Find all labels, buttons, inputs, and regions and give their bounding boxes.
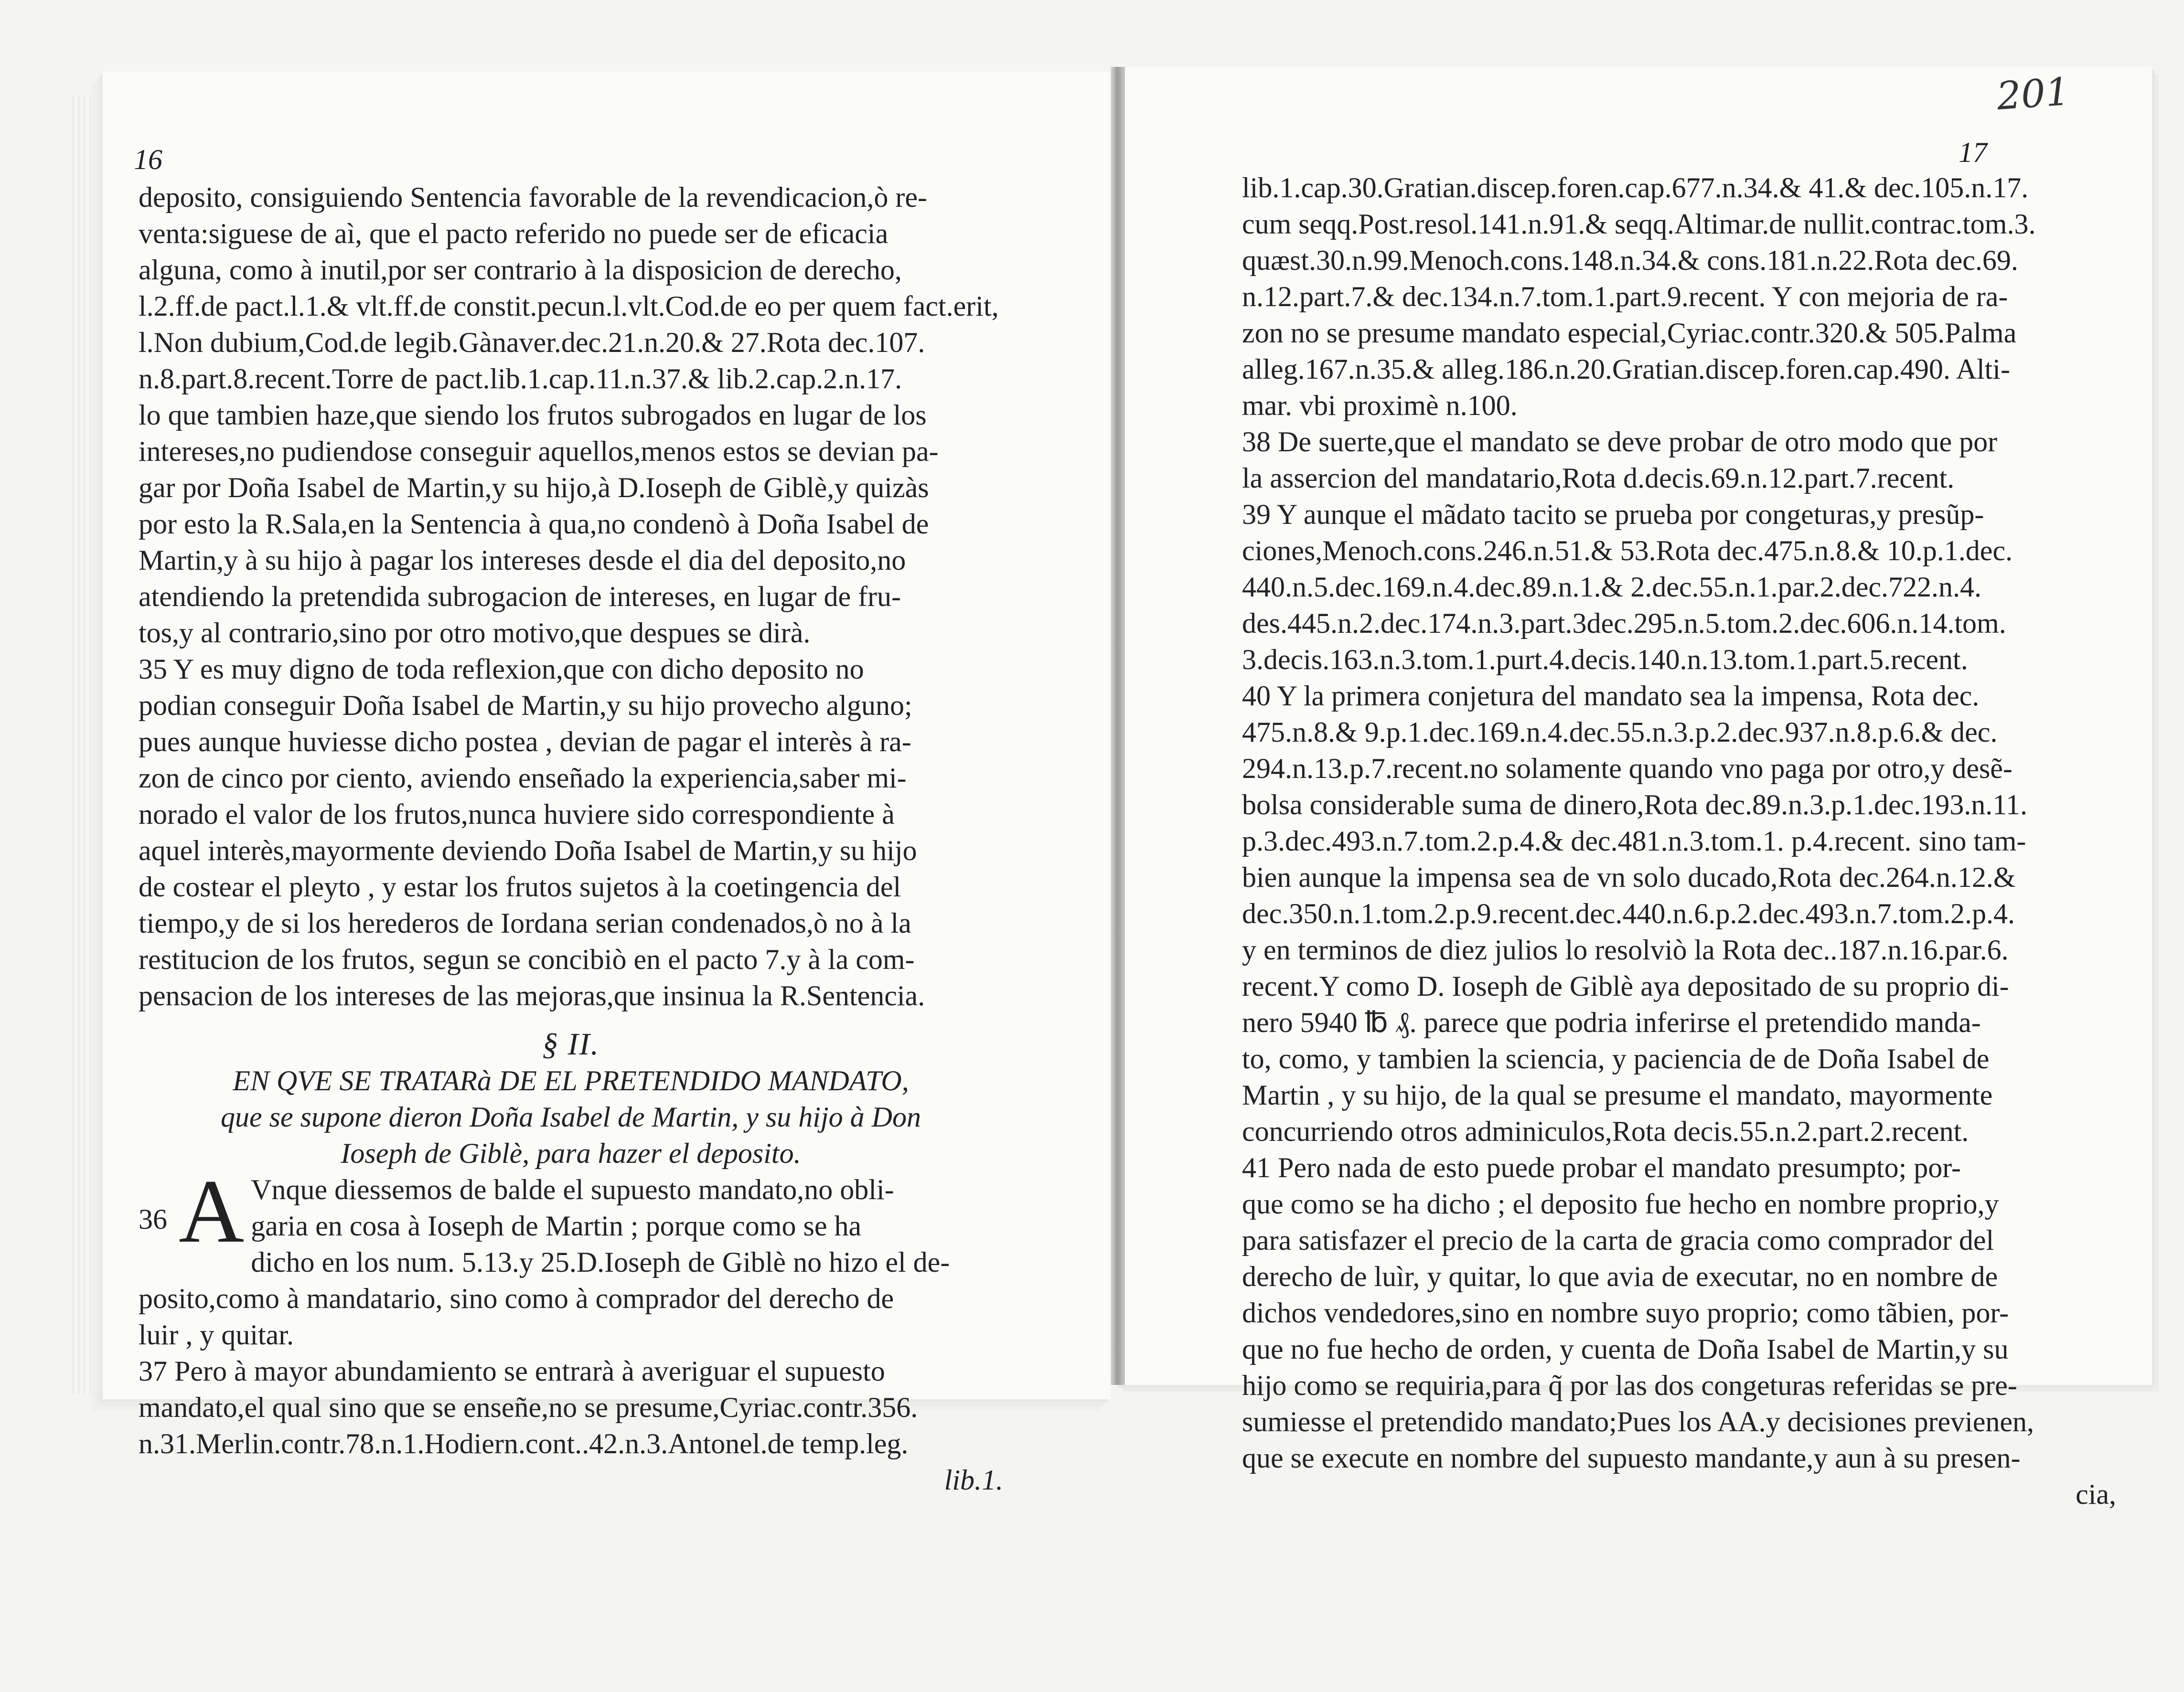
text-line: lib.1.cap.30.Gratian.discep.foren.cap.677.n.34.& 41.& dec.105.n.17. [1242, 172, 2029, 203]
text-line: de costear el pleyto , y estar los frutos sujetos à la coetingencia del [139, 871, 901, 903]
paragraph-number-36: 36 [139, 1203, 167, 1235]
text-line: 38 De suerte,que el mandato se deve probar de otro modo que por [1242, 426, 1998, 458]
text-line: to, como, y tambien la sciencia, y paciencia de de Doña Isabel de [1242, 1043, 1990, 1075]
text-line: zon de cinco por ciento, aviendo enseñado la experiencia,saber mi- [139, 762, 907, 794]
catchword-right: cia, [2076, 1479, 2116, 1510]
text-line: gar por Doña Isabel de Martin,y su hijo,à D.Ioseph de Giblè,y quizàs [139, 472, 929, 503]
catchword-left: lib.1. [944, 1464, 1003, 1496]
text-line: concurriendo otros adminiculos,Rota decis.55.n.2.part.2.recent. [1242, 1116, 1969, 1147]
left-page-text [139, 179, 1003, 1498]
page-edges [72, 96, 105, 1394]
text-line: nero 5940 ℔ ₰. parece que podria inferirse el pretendido manda- [1242, 1007, 1981, 1038]
text-line: garia en cosa à Ioseph de Martin ; porque como se ha [251, 1210, 862, 1242]
page-number-left: 16 [134, 144, 162, 175]
left-body-lines [139, 179, 1003, 1014]
text-line: atendiendo la pretendida subrogacion de intereses, en lugar de fru- [139, 581, 901, 612]
text-line: derecho de luìr, y quitar, lo que avia de executar, no en nombre de [1242, 1261, 1998, 1292]
section-heading [139, 1026, 1003, 1171]
text-line: recent.Y como D. Ioseph de Giblè aya depositado de su proprio di- [1242, 970, 2009, 1002]
text-line: des.445.n.2.dec.174.n.3.part.3dec.295.n.5.tom.2.dec.606.n.14.tom. [1242, 607, 2006, 639]
text-line: n.31.Merlin.contr.78.n.1.Hodiern.cont..42.n.3.Antonel.de temp.leg. [139, 1428, 909, 1459]
text-line: norado el valor de los frutos,nunca huviere sido correspondiente à [139, 798, 895, 830]
right-page-text [1242, 170, 2116, 1512]
text-line: 294.n.13.p.7.recent.no solamente quando vno paga por otro,y desẽ- [1242, 753, 2013, 784]
section-title-line: que se supone dieron Doña Isabel de Martin, y su hijo à Don [221, 1101, 921, 1133]
text-line: aquel interès,mayormente deviendo Doña Isabel de Martin,y su hijo [139, 835, 917, 866]
text-line: n.12.part.7.& dec.134.n.7.tom.1.part.9.recent. Y con mejoria de ra- [1242, 281, 2008, 312]
text-line: pensacion de los intereses de las mejoras,que insinua la R.Sentencia. [139, 980, 925, 1011]
section-number: § II. [542, 1027, 600, 1062]
text-line: que como se ha dicho ; el deposito fue hecho en nombre proprio,y [1242, 1188, 1999, 1220]
text-line: intereses,no pudiendose conseguir aquellos,menos estos se devian pa- [139, 436, 939, 467]
text-line: 39 Y aunque el mãdato tacito se prueba por congeturas,y presũp- [1242, 499, 1984, 530]
text-line: tos,y al contrario,sino por otro motivo,que despues se dirà. [139, 617, 811, 649]
text-line: deposito, consiguiendo Sentencia favorable de la revendicacion,ò re- [139, 181, 928, 213]
text-line: bien aunque la impensa sea de vn solo ducado,Rota dec.264.n.12.& [1242, 862, 2016, 893]
text-line: p.3.dec.493.n.7.tom.2.p.4.& dec.481.n.3.tom.1. p.4.recent. sino tam- [1242, 825, 2026, 857]
text-line: bolsa considerable suma de dinero,Rota dec.89.n.3.p.1.dec.193.n.11. [1242, 789, 2028, 820]
text-line: quæst.30.n.99.Menoch.cons.148.n.34.& cons.181.n.22.Rota dec.69. [1242, 245, 2018, 276]
text-line: 3.decis.163.n.3.tom.1.purt.4.decis.140.n.13.tom.1.part.5.recent. [1242, 644, 1968, 675]
text-line: luir , y quitar. [139, 1319, 294, 1351]
text-line: posito,como à mandatario, sino como à comprador del derecho de [139, 1283, 894, 1314]
text-line: sumiesse el pretendido mandato;Pues los AA.y decisiones previenen, [1242, 1406, 2034, 1437]
text-line: la assercion del mandatario,Rota d.decis.69.n.12.part.7.recent. [1242, 462, 1955, 494]
text-line: Martin,y à su hijo à pagar los intereses desde el dia del deposito,no [139, 544, 906, 576]
text-line: restitucion de los frutos, segun se concibiò en el pacto 7.y à la com- [139, 944, 915, 975]
text-line: 37 Pero à mayor abundamiento se entrarà à averiguar el supuesto [139, 1355, 885, 1387]
text-line: pues aunque huviesse dicho postea , devian de pagar el interès à ra- [139, 726, 911, 757]
right-body-lines [1242, 170, 2116, 1476]
paragraph-36 [139, 1161, 1003, 1353]
text-line: l.Non dubium,Cod.de legib.Gànaver.dec.21.n.20.& 27.Rota dec.107. [139, 327, 925, 358]
text-line: venta:siguese de aì, que el pacto referido no puede ser de eficacia [139, 218, 889, 249]
text-line: podian conseguir Doña Isabel de Martin,y su hijo provecho alguno; [139, 690, 912, 721]
text-line: hijo como se requiria,para q̃ por las dos congeturas referidas se pre- [1242, 1370, 2017, 1401]
text-line: ciones,Menoch.cons.246.n.51.& 53.Rota dec.475.n.8.& 10.p.1.dec. [1242, 535, 2013, 566]
text-line: n.8.part.8.recent.Torre de pact.lib.1.cap.11.n.37.& lib.2.cap.2.n.17. [139, 363, 902, 394]
text-line: dichos vendedores,sino en nombre suyo proprio; como tãbien, por- [1242, 1297, 2009, 1329]
text-line: por esto la R.Sala,en la Sentencia à qua,no condenò à Doña Isabel de [139, 508, 929, 540]
drop-capital: A [179, 1161, 245, 1262]
text-line: y en terminos de diez julios lo resolviò la Rota dec..187.n.16.par.6. [1242, 934, 2009, 966]
text-line: mandato,el qual sino que se enseñe,no se presume,Cyriac.contr.356. [139, 1392, 918, 1423]
text-line: que se execute en nombre del supuesto mandante,y aun à su presen- [1242, 1442, 2021, 1474]
section-title-line: Ioseph de Giblè, para hazer el deposito. [341, 1138, 801, 1169]
section-title-line: EN QVE SE TRATARà DE EL PRETENDIDO MANDATO, [233, 1065, 909, 1096]
text-line: que no fue hecho de orden, y cuenta de Doña Isabel de Martin,y su [1242, 1333, 2009, 1365]
text-line: tiempo,y de si los herederos de Iordana serian condenados,ò no à la [139, 907, 911, 939]
text-line: Martin , y su hijo, de la qual se presume el mandato, mayormente [1242, 1079, 1993, 1111]
text-line: l.2.ff.de pact.l.1.& vlt.ff.de constit.pecun.l.vlt.Cod.de eo per quem fact.erit, [139, 290, 999, 322]
text-line: mar. vbi proximè n.100. [1242, 390, 1518, 421]
paragraph-36-lines [139, 1161, 1003, 1353]
text-line: zon no se presume mandato especial,Cyriac.contr.320.& 505.Palma [1242, 317, 2017, 349]
page-number-right: 17 [1959, 137, 1987, 168]
text-line: 40 Y la primera conjetura del mandato sea la impensa, Rota dec. [1242, 680, 1980, 712]
text-line: 440.n.5.dec.169.n.4.dec.89.n.1.& 2.dec.55.n.1.par.2.dec.722.n.4. [1242, 571, 1982, 603]
handwritten-folio-number: 201 [1995, 69, 2071, 119]
text-line: alguna, como à inutil,por ser contrario à la disposicion de derecho, [139, 254, 902, 286]
text-line: 41 Pero nada de esto puede probar el mandato presumpto; por- [1242, 1152, 1961, 1183]
text-line: para satisfazer el precio de la carta de gracia como comprador del [1242, 1224, 1994, 1256]
left-closing-lines [139, 1353, 1003, 1462]
text-line: dicho en los num. 5.13.y 25.D.Ioseph de Giblè no hizo el de- [251, 1246, 950, 1278]
book-gutter [1111, 67, 1125, 1385]
text-line: dec.350.n.1.tom.2.p.9.recent.dec.440.n.6.p.2.dec.493.n.7.tom.2.p.4. [1242, 898, 2015, 929]
text-line: 475.n.8.& 9.p.1.dec.169.n.4.dec.55.n.3.p.2.dec.937.n.8.p.6.& dec. [1242, 716, 1998, 748]
text-line: alleg.167.n.35.& alleg.186.n.20.Gratian.discep.foren.cap.490. Alti- [1242, 353, 2010, 385]
text-line: cum seqq.Post.resol.141.n.91.& seqq.Altimar.de nullit.contrac.tom.3. [1242, 208, 2036, 240]
text-line: lo que tambien haze,que siendo los frutos subrogados en lugar de los [139, 399, 927, 431]
section-title-lines [139, 1063, 1003, 1171]
text-line: Vnque diessemos de balde el supuesto mandato,no obli- [251, 1174, 894, 1205]
text-line: 35 Y es muy digno de toda reflexion,que con dicho deposito no [139, 653, 864, 685]
